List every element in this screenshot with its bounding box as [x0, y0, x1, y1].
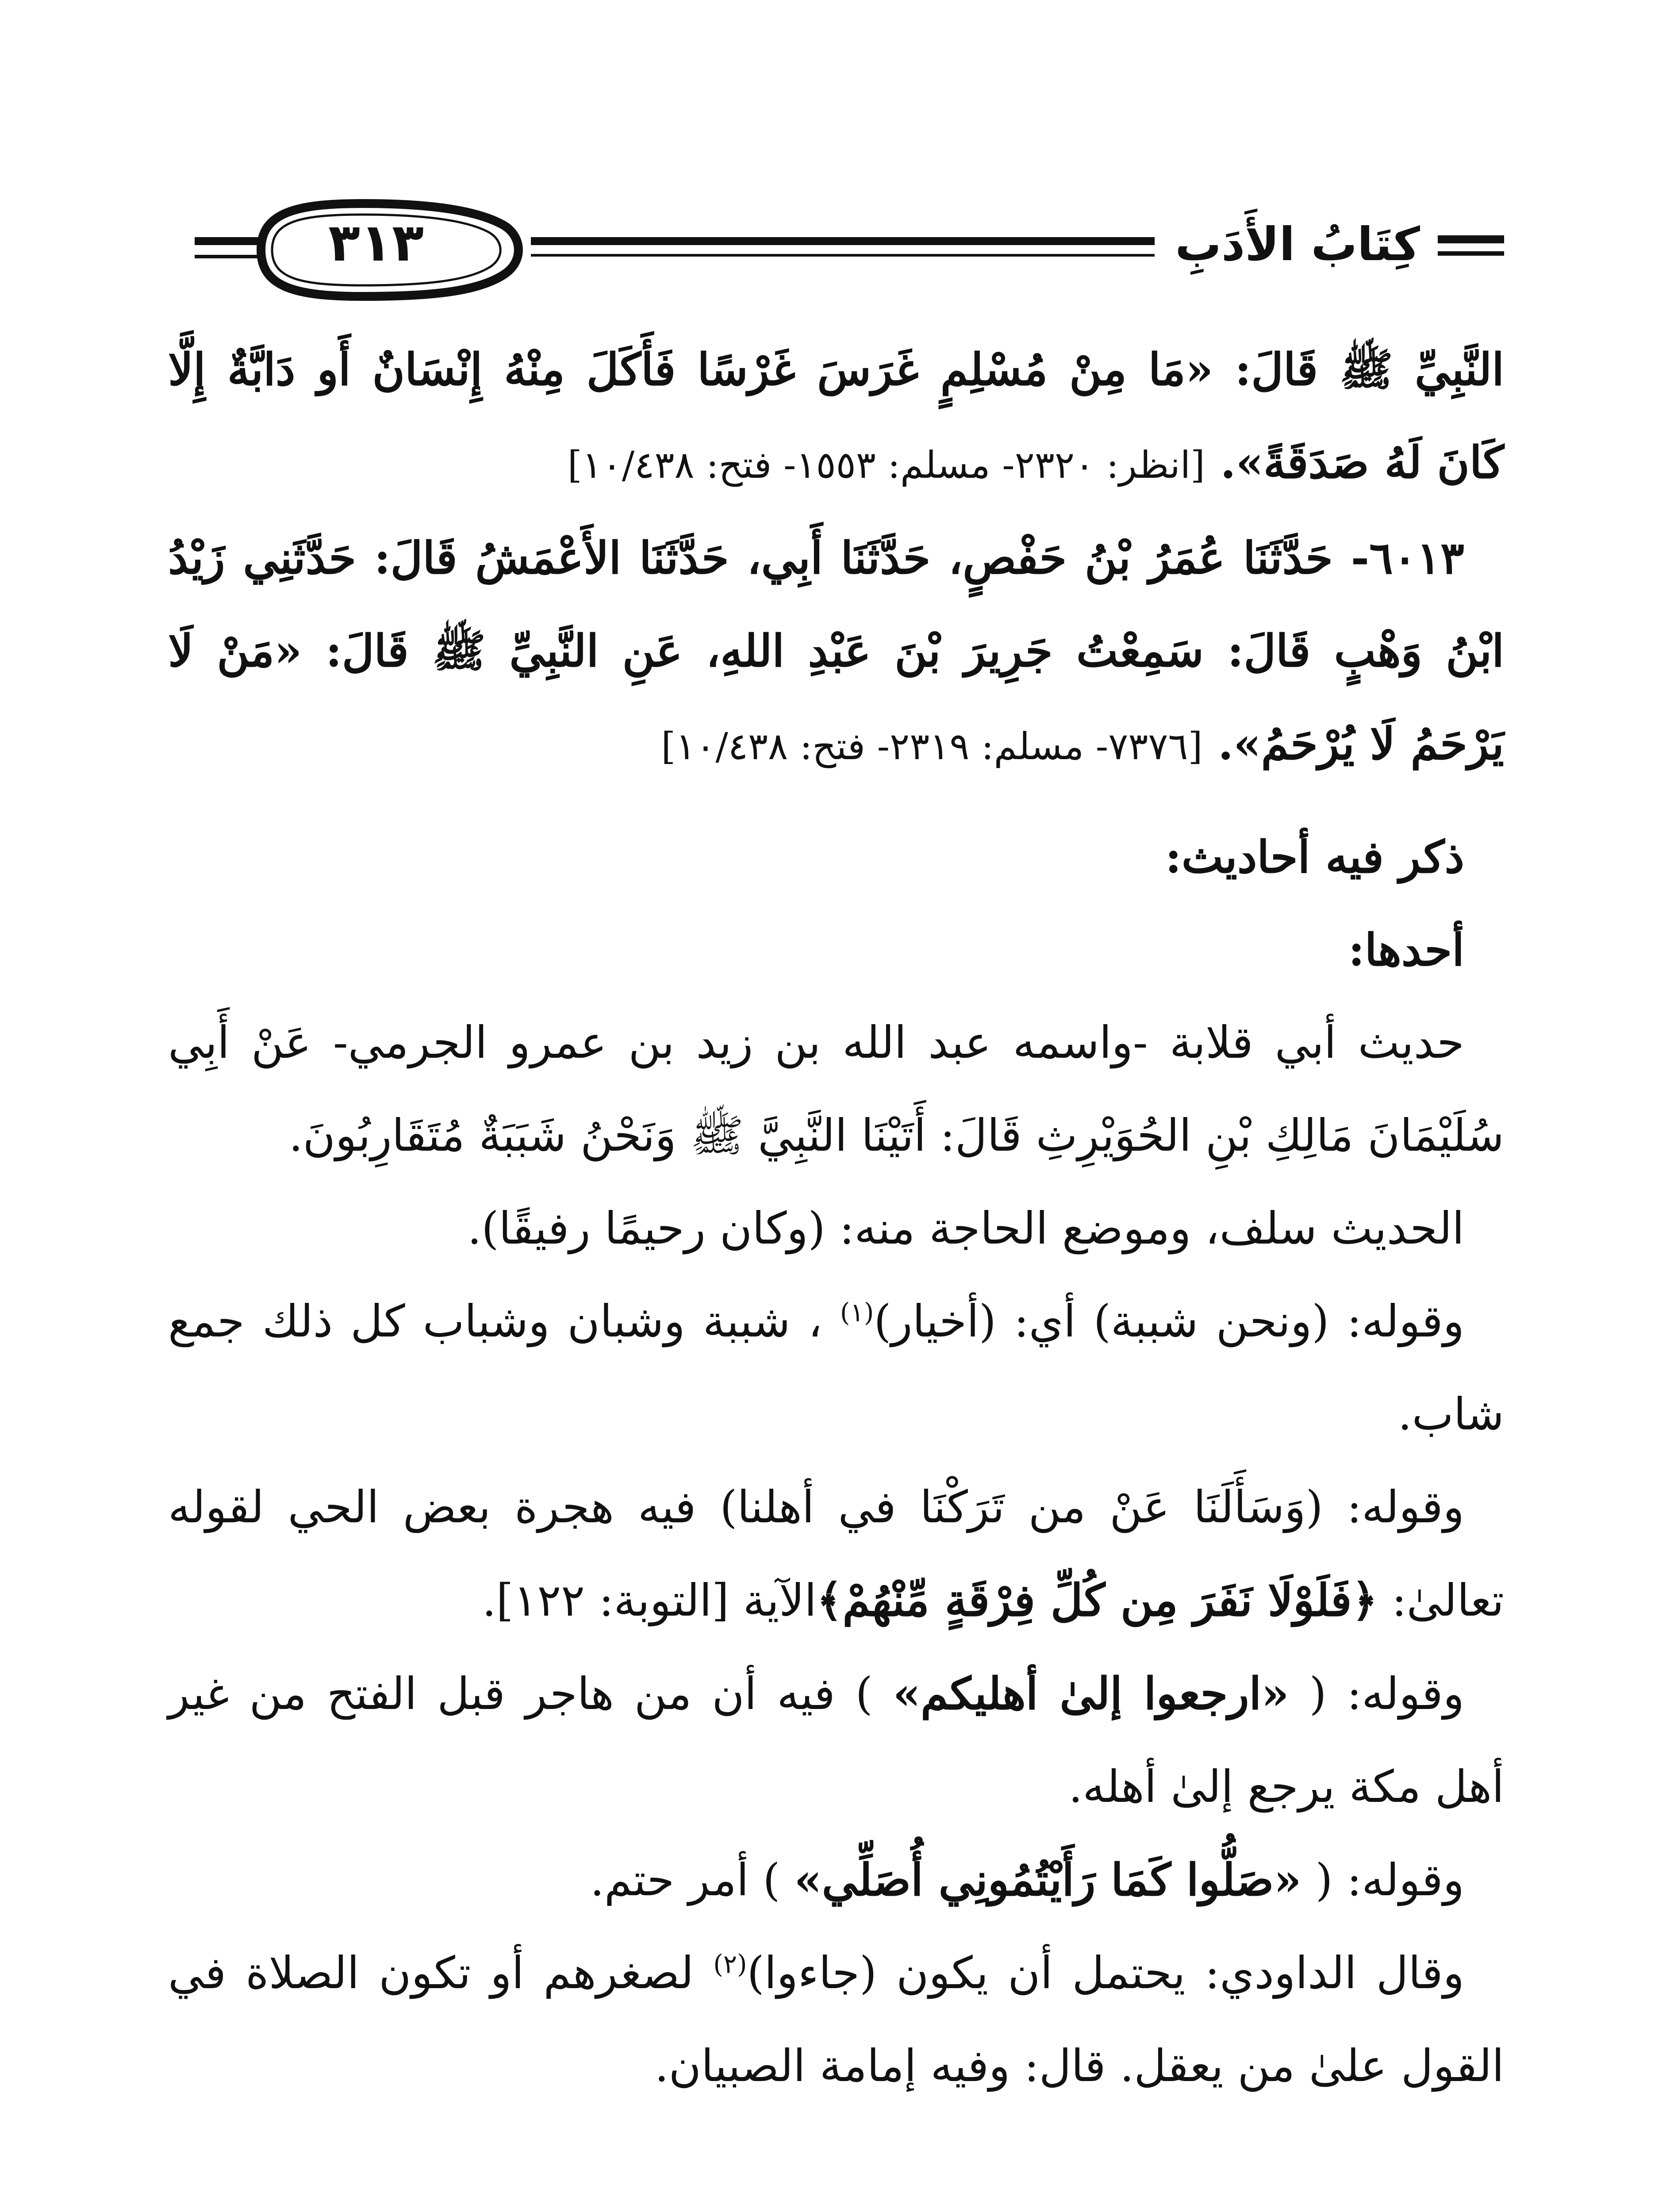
paragraph-text: ) فيه أن من هاجر قبل الفتح من غير أهل مكة يرجع إلىٰ أهله.: [168, 1668, 1504, 1813]
hadith-reference: [انظر: ٢٣٢٠- مسلم: ١٥٥٣- فتح: ١٠/٤٣٨]: [567, 443, 1205, 487]
quran-verse: ﴿فَلَوْلَا نَفَرَ مِن كُلِّ فِرْقَةٍ مِّنْهُمْ﴾: [816, 1574, 1378, 1626]
paragraph-text: وقوله: (: [1309, 1668, 1464, 1720]
page-body: [168, 323, 1504, 2112]
paragraph-text: ) أمر حتم.: [590, 1854, 780, 1906]
subsection-heading: أحدها:: [1348, 924, 1464, 976]
running-header: [168, 195, 1504, 310]
commentary-paragraph: [168, 1647, 1504, 1833]
paragraph-text: وقوله: (ونحن شببة) أي: (أخيار): [874, 1295, 1464, 1347]
section-heading: ذكر فيه أحاديث:: [1165, 831, 1464, 883]
header-rule-thin: [531, 254, 1155, 257]
page-number-ornament: [195, 195, 531, 305]
hadith-6013: [168, 511, 1504, 793]
hadith-quote: «صَلُّوا كَمَا رَأَيْتُمُونِي أُصَلِّي»: [794, 1854, 1301, 1906]
paragraph-text: وقوله: (: [1315, 1854, 1464, 1906]
paragraph-text: وقوله: (وَسَأَلَنَا عَنْ من تَرَكْنَا في أهلنا) فيه هجرة بعض الحي لقوله تعالىٰ:: [168, 1481, 1504, 1626]
hadith-reference: [٧٣٧٦- مسلم: ٢٣١٩- فتح: ١٠/٤٣٨]: [661, 725, 1203, 768]
hadith-text: ٦٠١٣- حَدَّثَنَا عُمَرُ بْنُ حَفْصٍ، حَدَّثَنَا أَبِي، حَدَّثَنَا الأَعْمَشُ قَالَ: حَدَّثَنِي زَيْدُ ابْنُ وَهْبٍ قَالَ: سَمِعْتُ جَرِيرَ بْنَ عَبْدِ اللهِ، عَنِ النَّبِيِّ ﷺ قَالَ: «مَنْ لَا يَرْحَمُ لَا يُرْحَمُ».: [168, 532, 1504, 770]
commentary-paragraph: حديث أبي قلابة -واسمه عبد الله بن زيد بن عمرو الجرمي- عَنْ أَبِي سُلَيْمَانَ مَالِكِ بْنِ الحُوَيْرِثِ قَالَ: أَتَيْنَا النَّبِيَّ ﷺ وَنَحْنُ شَبَبَةٌ مُتَقَارِبُونَ.: [168, 1017, 1504, 1161]
book-title: كِتَابُ الأَدَبِ: [1175, 217, 1420, 271]
footnote-marker: (١): [840, 1297, 874, 1328]
footnote-marker: (٢): [713, 1949, 747, 1979]
header-rule-thick: [531, 237, 1155, 245]
commentary-paragraph: [168, 1461, 1504, 1647]
page-number: ٣١٣: [328, 212, 424, 273]
commentary-paragraph: الحديث سلف، وموضع الحاجة منه: (وكان رحيمًا رفيقًا).: [467, 1202, 1464, 1254]
paragraph-text: وقال الداودي: يحتمل أن يكون (جاءوا): [747, 1947, 1464, 1999]
header-right-mark: [1438, 235, 1504, 243]
paragraph-text: لصغرهم أو تكون الصلاة في القول علىٰ من يعقل. قال: وفيه إمامة الصبيان.: [168, 1947, 1504, 2092]
hadith-6012-continuation: [168, 323, 1504, 511]
book-page: [168, 195, 1504, 2212]
paragraph-text: الآية [التوبة: ١٢٢].: [482, 1575, 817, 1626]
commentary-paragraph: [168, 1275, 1504, 1461]
commentary-paragraph: [168, 1833, 1504, 1927]
paragraph-text: ، شببة وشبان وشباب كل ذلك جمع شاب.: [168, 1295, 1504, 1440]
commentary-paragraph: [168, 1927, 1504, 2112]
hadith-quote: «ارجعوا إلىٰ أهليكم»: [893, 1667, 1289, 1720]
header-right-mark-thin: [1438, 251, 1504, 256]
hadith-text: النَّبِيِّ ﷺ قَالَ: «مَا مِنْ مُسْلِمٍ غَرَسَ غَرْسًا فَأَكَلَ مِنْهُ إِنْسَانٌ أَو دَابَّةٌ إِلَّا كَانَ لَهُ صَدَقَةً».: [168, 343, 1504, 488]
